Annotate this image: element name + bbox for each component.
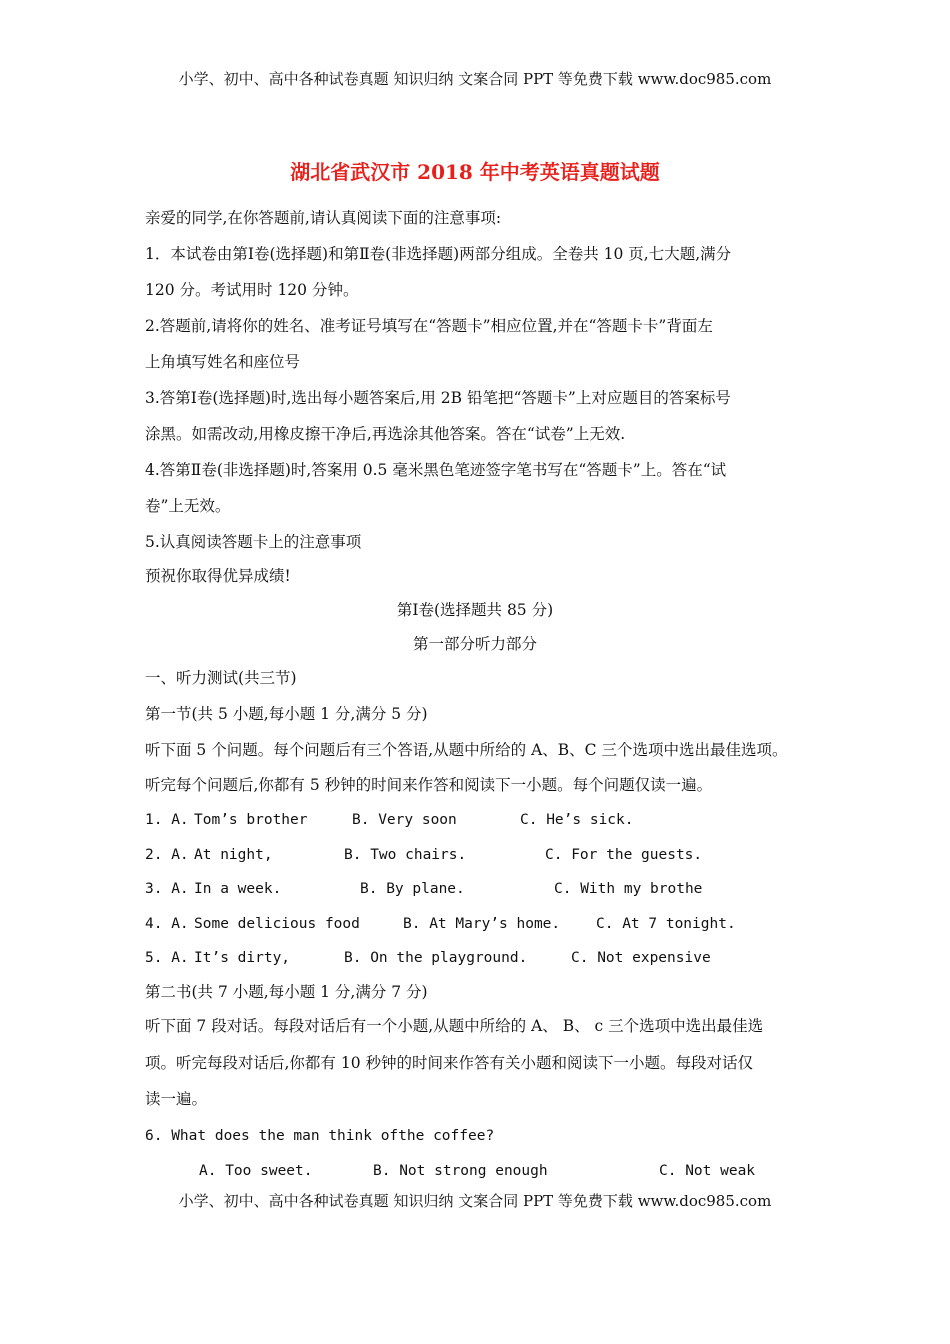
note-line: 涂黑。如需改动,用橡皮擦干净后,再选涂其他答案。答在“试卷”上无效. bbox=[145, 425, 626, 443]
page-header: 小学、初中、高中各种试卷真题 知识归纳 文案合同 PPT 等免费下载 www.doc985.com bbox=[178, 70, 772, 88]
section2-instructions: 项。听完每段对话后,你都有 10 秒钟的时间来作答有关小题和阅读下一小题。每段对话仅 bbox=[145, 1054, 754, 1072]
option-b: B. Very soon bbox=[352, 812, 457, 828]
section2-instructions: 读一遍。 bbox=[145, 1090, 208, 1108]
section1-instructions: 听下面 5 个问题。每个问题后有三个答语,从题中所给的 A、B、C 三个选项中选出最佳选项。 bbox=[145, 741, 788, 759]
option-a: Some delicious food bbox=[194, 916, 360, 932]
question-number: 1. A. bbox=[145, 812, 189, 828]
option-b: B. At Mary’s home. bbox=[403, 916, 561, 932]
option-a: A. Too sweet. bbox=[199, 1163, 313, 1179]
part1-subtitle: 第一部分听力部分 bbox=[412, 635, 537, 653]
option-a: It’s dirty, bbox=[194, 950, 291, 966]
page-footer: 小学、初中、高中各种试卷真题 知识归纳 文案合同 PPT 等免费下载 www.doc985.com bbox=[178, 1192, 772, 1210]
option-c: C. For the guests. bbox=[545, 847, 703, 863]
part1-title: 第Ⅰ卷(选择题共 85 分) bbox=[396, 601, 554, 619]
option-c: C. At 7 tonight. bbox=[596, 916, 736, 932]
note-line: 3.答第Ⅰ卷(选择题)时,选出每小题答案后,用 2B 铅笔把“答题卡”上对应题目的答案标号 bbox=[145, 389, 731, 407]
option-a: At night, bbox=[194, 847, 273, 863]
section1-title: 第一节(共 5 小题,每小题 1 分,满分 5 分) bbox=[145, 705, 428, 723]
listening-section-heading: 一、听力测试(共三节) bbox=[145, 669, 297, 687]
option-b: B. By plane. bbox=[360, 881, 465, 897]
question-number: 5. A. bbox=[145, 950, 189, 966]
intro-text: 亲爱的同学,在你答题前,请认真阅读下面的注意事项: bbox=[145, 209, 502, 227]
question-number: 2. A. bbox=[145, 847, 189, 863]
note-line: 2.答题前,请将你的姓名、准考证号填写在“答题卡”相应位置,并在“答题卡卡”背面左 bbox=[145, 317, 713, 335]
option-c: C. With my brothe bbox=[554, 881, 703, 897]
option-a: Tom’s brother bbox=[194, 812, 308, 828]
document-title: 湖北省武汉市 2018 年中考英语真题试题 bbox=[290, 160, 660, 184]
option-c: C. Not weak bbox=[659, 1163, 756, 1179]
option-a: In a week. bbox=[194, 881, 282, 897]
note-line: 120 分。考试用时 120 分钟。 bbox=[145, 281, 359, 299]
question-number: 4. A. bbox=[145, 916, 189, 932]
option-c: C. He’s sick. bbox=[520, 812, 634, 828]
question-number: 3. A. bbox=[145, 881, 189, 897]
option-b: B. Not strong enough bbox=[373, 1163, 548, 1179]
section2-instructions: 听下面 7 段对话。每段对话后有一个小题,从题中所给的 A、 B、 c 三个选项中选出最佳选 bbox=[145, 1017, 764, 1035]
question-6-stem: 6. What does the man think ofthe coffee? bbox=[145, 1128, 495, 1144]
note-line: 卷”上无效。 bbox=[145, 497, 231, 515]
note-line: 预祝你取得优异成绩! bbox=[145, 567, 291, 585]
note-line: 1．本试卷由第Ⅰ卷(选择题)和第Ⅱ卷(非选择题)两部分组成。全卷共 10 页,七大题,满分 bbox=[145, 245, 732, 263]
note-line: 4.答第Ⅱ卷(非选择题)时,答案用 0.5 毫米黑色笔迹签字笔书写在“答题卡”上。答在“试 bbox=[145, 461, 727, 479]
section1-instructions: 听完每个问题后,你都有 5 秒钟的时间来作答和阅读下一小题。每个问题仅读一遍。 bbox=[145, 776, 713, 794]
option-b: B. On the playground. bbox=[344, 950, 528, 966]
option-c: C. Not expensive bbox=[571, 950, 711, 966]
note-line: 上角填写姓名和座位号 bbox=[145, 353, 301, 371]
note-line: 5.认真阅读答题卡上的注意事项 bbox=[145, 533, 362, 551]
section2-title: 第二书(共 7 小题,每小题 1 分,满分 7 分) bbox=[145, 983, 428, 1001]
option-b: B. Two chairs. bbox=[344, 847, 467, 863]
